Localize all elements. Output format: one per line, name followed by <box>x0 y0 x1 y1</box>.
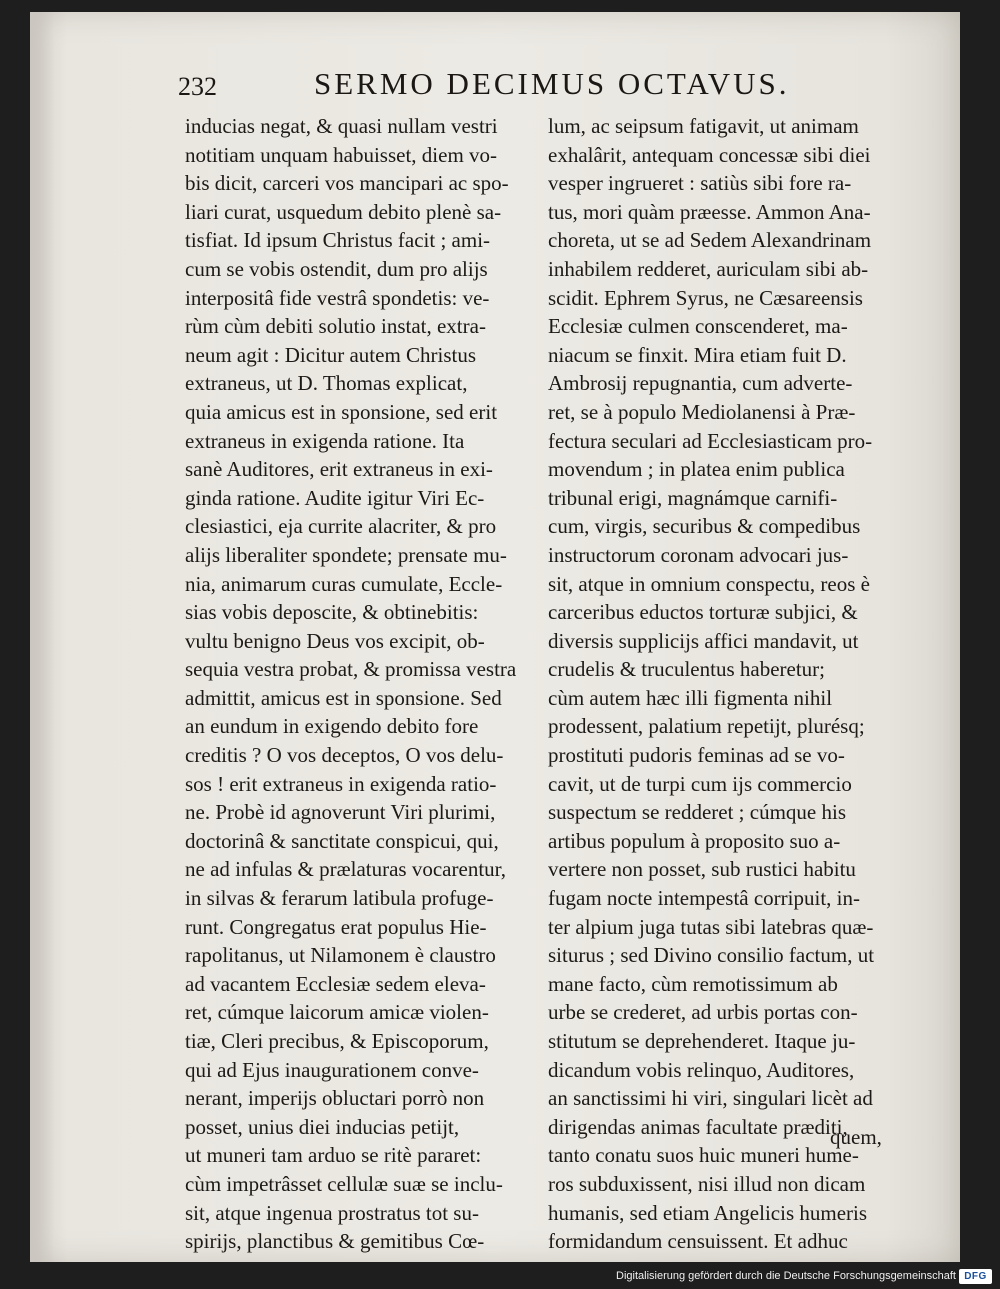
text-line: sos ! erit extraneus in exigenda ratio- <box>185 771 497 796</box>
text-line: tus, mori quàm præesse. Ammon Ana- <box>548 199 871 224</box>
text-line: cavit, ut de turpi cum ijs commercio <box>548 771 852 796</box>
text-line: quia amicus est in sponsione, sed erit <box>185 399 498 424</box>
text-line: stitutum se deprehenderet. Itaque ju- <box>548 1029 856 1053</box>
text-line: formidandum censuissent. Et adhuc <box>548 1229 848 1254</box>
text-line: Ecclesiæ culmen conscenderet, ma- <box>548 314 848 339</box>
text-line: diversis supplicijs affici mandavit, ut <box>548 628 859 653</box>
text-line: carceribus eductos torturæ subjici, & <box>548 600 858 625</box>
text-line: vultu benigno Deus vos excipit, ob- <box>185 628 485 653</box>
text-line: rùm cùm debiti solutio instat, extra- <box>185 314 486 339</box>
text-line: niacum se finxit. Mira etiam fuit D. <box>548 342 847 367</box>
running-title: SERMO DECIMUS OCTAVUS. <box>314 66 790 101</box>
text-line: ginda ratione. Audite igitur Viri Ec- <box>185 485 485 510</box>
text-line: extraneus, ut D. Thomas explicat, <box>185 371 468 396</box>
text-column-right <box>548 112 900 1256</box>
text-column-left <box>185 112 545 1256</box>
text-line: posset, unius diei inducias petijt, <box>185 1114 460 1139</box>
funding-credit: Digitalisierung gefördert durch die Deutsche Forschungsgemeinschaft <box>616 1270 956 1282</box>
text-line: alijs liberaliter spondete; prensate mu- <box>185 542 507 567</box>
text-line: urbe se crederet, ad urbis portas con- <box>548 1000 858 1025</box>
text-line: inducias negat, & quasi nullam vestri <box>185 114 498 138</box>
dfg-logo-icon: DFG <box>959 1269 992 1284</box>
text-line: crudelis & truculentus haberetur; <box>548 657 825 682</box>
page-gutter-shadow <box>30 12 54 1262</box>
text-line: suspectum se redderet ; cúmque his <box>548 800 846 825</box>
text-line: nerant, imperijs obluctari porrò non <box>185 1086 485 1111</box>
text-line: tiæ, Cleri precibus, & Episcoporum, <box>185 1029 489 1053</box>
text-line: mane facto, cùm remotissimum ab <box>548 971 838 996</box>
text-line: ter alpium juga tutas sibi latebras quæ- <box>548 914 874 939</box>
text-line: clesiastici, eja currite alacriter, & pro <box>185 514 497 539</box>
text-line: sit, atque in omnium conspectu, reos è <box>548 571 870 596</box>
text-line: neum agit : Dicitur autem Christus <box>185 342 477 367</box>
text-line: cùm impetrâsset cellulæ suæ se inclu- <box>185 1171 503 1196</box>
text-line: tanto conatu suos huic muneri hume- <box>548 1143 859 1168</box>
text-line: sit, atque ingenua prostratus tot su- <box>185 1200 479 1225</box>
text-line: rapolitanus, ut Nilamonem è claustro <box>185 943 496 968</box>
text-line: ros subduxissent, nisi illud non dicam <box>548 1171 866 1196</box>
text-line: vesper ingrueret : satiùs sibi fore ra- <box>548 171 852 196</box>
page-header <box>178 66 908 110</box>
text-line: nia, animarum curas cumulate, Eccle- <box>185 571 503 596</box>
text-line: movendum ; in platea enim publica <box>548 457 845 482</box>
text-line: tisfiat. Id ipsum Christus facit ; ami- <box>185 228 491 253</box>
catchword: quem, <box>830 1125 882 1149</box>
text-line: interpositâ fide vestrâ spondetis: ve- <box>185 285 490 310</box>
text-line: ad vacantem Ecclesiæ sedem eleva- <box>185 971 486 996</box>
text-line: prodessent, palatium repetijt, plurésq; <box>548 714 865 739</box>
text-line: ne ad infulas & prælaturas vocarentur, <box>185 857 507 882</box>
text-line: creditis ? O vos deceptos, O vos delu- <box>185 743 504 768</box>
text-line: dirigendas animas facultate præditi, <box>548 1114 848 1139</box>
page-number: 232 <box>178 72 217 101</box>
text-line: prostituti pudoris feminas ad se vo- <box>548 743 845 768</box>
text-line: inhabilem redderet, auriculam sibi ab- <box>548 256 869 281</box>
text-line: fugam nocte intempestâ corripuit, in- <box>548 886 860 911</box>
text-line: runt. Congregatus erat populus Hie- <box>185 914 487 939</box>
text-line: qui ad Ejus inaugurationem conve- <box>185 1057 479 1082</box>
text-line: ne. Probè id agnoverunt Viri plurimi, <box>185 800 496 825</box>
text-line: vertere non posset, sub rustici habitu <box>548 857 856 882</box>
text-line: scidit. Ephrem Syrus, ne Cæsareensis <box>548 285 863 310</box>
text-line: cùm autem hæc illi figmenta nihil <box>548 685 833 710</box>
text-line: instructorum coronam advocari jus- <box>548 542 849 567</box>
text-line: sequia vestra probat, & promissa vestra <box>185 657 517 682</box>
text-line: bis dicit, carceri vos mancipari ac spo- <box>185 171 509 196</box>
text-line: notitiam unquam habuisset, diem vo- <box>185 142 498 167</box>
text-line: exhalârit, antequam concessæ sibi diei <box>548 142 871 167</box>
footer-bar <box>0 1262 1000 1289</box>
text-line: spirijs, planctibus & gemitibus Cœ- <box>185 1229 485 1254</box>
text-line: lum, ac seipsum fatigavit, ut animam <box>548 114 859 138</box>
text-line: siturus ; sed Divino consilio factum, ut <box>548 943 875 968</box>
text-line: artibus populum à proposito suo a- <box>548 828 841 853</box>
text-line: in silvas & ferarum latibula profuge- <box>185 886 494 911</box>
text-line: ret, se à populo Mediolanensi à Præ- <box>548 399 856 424</box>
text-line: fectura seculari ad Ecclesiasticam pro- <box>548 428 873 453</box>
text-line: admittit, amicus est in sponsione. Sed <box>185 685 502 710</box>
text-line: ret, cúmque laicorum amicæ violen- <box>185 1000 489 1025</box>
text-line: cum, virgis, securibus & compedibus <box>548 514 861 539</box>
text-line: an sanctissimi hi viri, singulari licèt ad <box>548 1086 873 1111</box>
text-line: liari curat, usquedum debito plenè sa- <box>185 199 502 224</box>
text-line: cum se vobis ostendit, dum pro alijs <box>185 256 488 281</box>
text-line: an eundum in exigendo debito fore <box>185 714 479 739</box>
text-line: doctorinâ & sanctitate conspicui, qui, <box>185 828 499 853</box>
text-line: tribunal erigi, magnámque carnifi- <box>548 485 838 510</box>
text-line: extraneus in exigenda ratione. Ita <box>185 428 465 453</box>
text-line: sias vobis deposcite, & obtinebitis: <box>185 600 479 625</box>
text-line: sanè Auditores, erit extraneus in exi- <box>185 457 493 482</box>
text-line: Ambrosij repugnantia, cum adverte- <box>548 371 853 396</box>
text-line: humanis, sed etiam Angelicis humeris <box>548 1200 868 1225</box>
text-line: ut muneri tam arduo se ritè pararet: <box>185 1143 482 1168</box>
text-line: dicandum vobis relinquo, Auditores, <box>548 1057 855 1082</box>
text-line: choreta, ut se ad Sedem Alexandrinam <box>548 228 872 253</box>
